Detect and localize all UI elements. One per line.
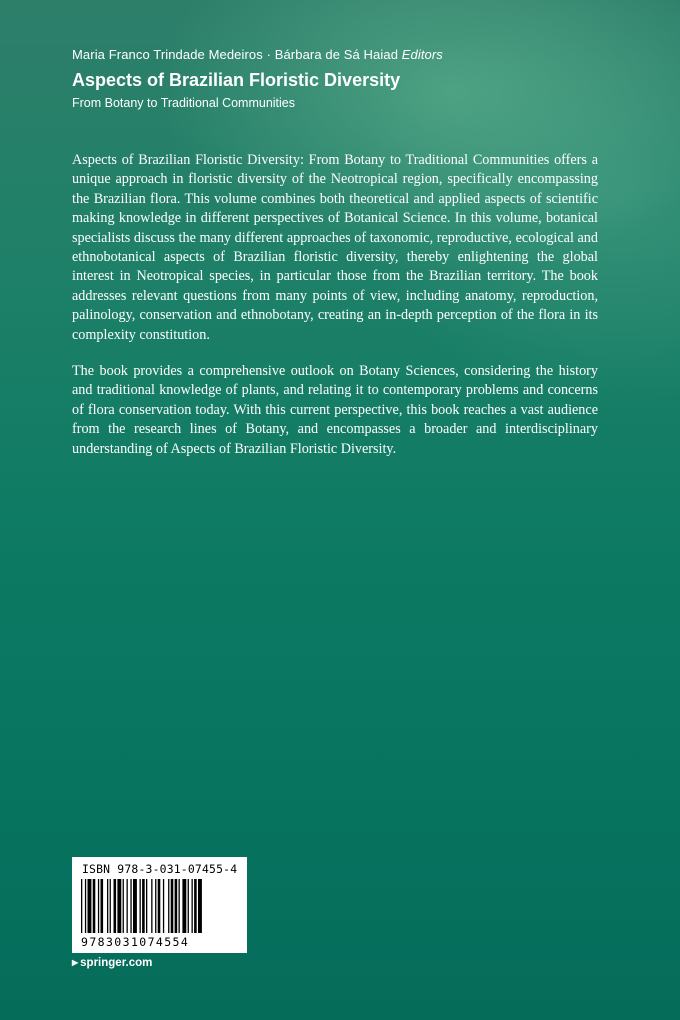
barcode-bar <box>114 879 117 933</box>
barcode-bar <box>88 879 92 933</box>
barcode-bar <box>98 879 99 933</box>
barcode-bar <box>182 879 186 933</box>
publisher-url: springer.com <box>80 957 153 969</box>
editors-role: Editors <box>401 47 443 62</box>
blurb-paragraph-1: Aspects of Brazilian Floristic Diversity: From Botany to Traditional Communities offers a unique approach in floristic diversity of the Neotropical region, specifically encompassing the Brazilian flora. This volume combines both theoretical and applied aspects of scientific making knowledge in different perspectives of Botanical Science. In this volume, botanical specialists discuss the many different approaches of taxonomic, reproductive, ecological and ethnobotanical aspects of Brazilian floristic diversity, thereby enlightening the global interest in Neotropical species, in particular those from the Brazilian territory. The book addresses relevant questions from many points of view, including anatomy, reproduction, palinology, conservation and ethnobotany, creating an in-depth perception of the flora in its complexity constitution. <box>72 152 598 343</box>
book-title: Aspects of Brazilian Floristic Diversity <box>72 70 401 90</box>
barcode-digits: 9783031074554 <box>81 935 190 949</box>
barcode-bars <box>81 879 238 933</box>
publisher-link[interactable] <box>72 957 152 969</box>
barcode-bar <box>81 879 82 933</box>
barcode-bar <box>155 879 156 933</box>
editors-line <box>72 47 443 62</box>
barcode-bar <box>198 879 202 933</box>
barcode-bar <box>117 879 121 933</box>
barcode-bar <box>192 879 193 933</box>
isbn-label: ISBN 978-3-031-07455-4 <box>82 862 238 876</box>
barcode-bar <box>163 879 164 933</box>
barcode-bar <box>146 879 147 933</box>
barcode-bar <box>101 879 104 933</box>
book-subtitle: From Botany to Traditional Communities <box>72 96 296 110</box>
barcode-bar <box>93 879 96 933</box>
barcode-bar <box>110 879 111 933</box>
barcode-bar <box>107 879 108 933</box>
barcode-bar <box>175 879 178 933</box>
barcode-bar <box>179 879 180 933</box>
barcode-bar <box>133 879 137 933</box>
barcode-bar <box>188 879 189 933</box>
barcode-bar <box>130 879 131 933</box>
barcode-bar <box>158 879 161 933</box>
arrow-icon: ▶ <box>72 958 79 967</box>
blurb-paragraph-2: The book provides a comprehensive outlook on Botany Sciences, considering the history and traditional knowledge of plants, and relating it to contemporary problems and concerns of flora conservation today. With this current perspective, this book reaches a vast audience from the research lines of Botany, and encompasses a broader and interdisciplinary understanding of Aspects of Brazilian Floristic Diversity. <box>72 363 598 457</box>
barcode-bar <box>123 879 124 933</box>
barcode-bar <box>151 879 152 933</box>
barcode-bar <box>168 879 169 933</box>
barcode-bar <box>140 879 141 933</box>
barcode-bar <box>171 879 174 933</box>
barcode-bar <box>194 879 197 933</box>
barcode-bar <box>85 879 86 933</box>
barcode-bar <box>142 879 145 933</box>
barcode-bar <box>127 879 128 933</box>
isbn-barcode <box>72 857 247 953</box>
editors-names: Maria Franco Trindade Medeiros · Bárbara de Sá Haiad <box>72 47 399 62</box>
